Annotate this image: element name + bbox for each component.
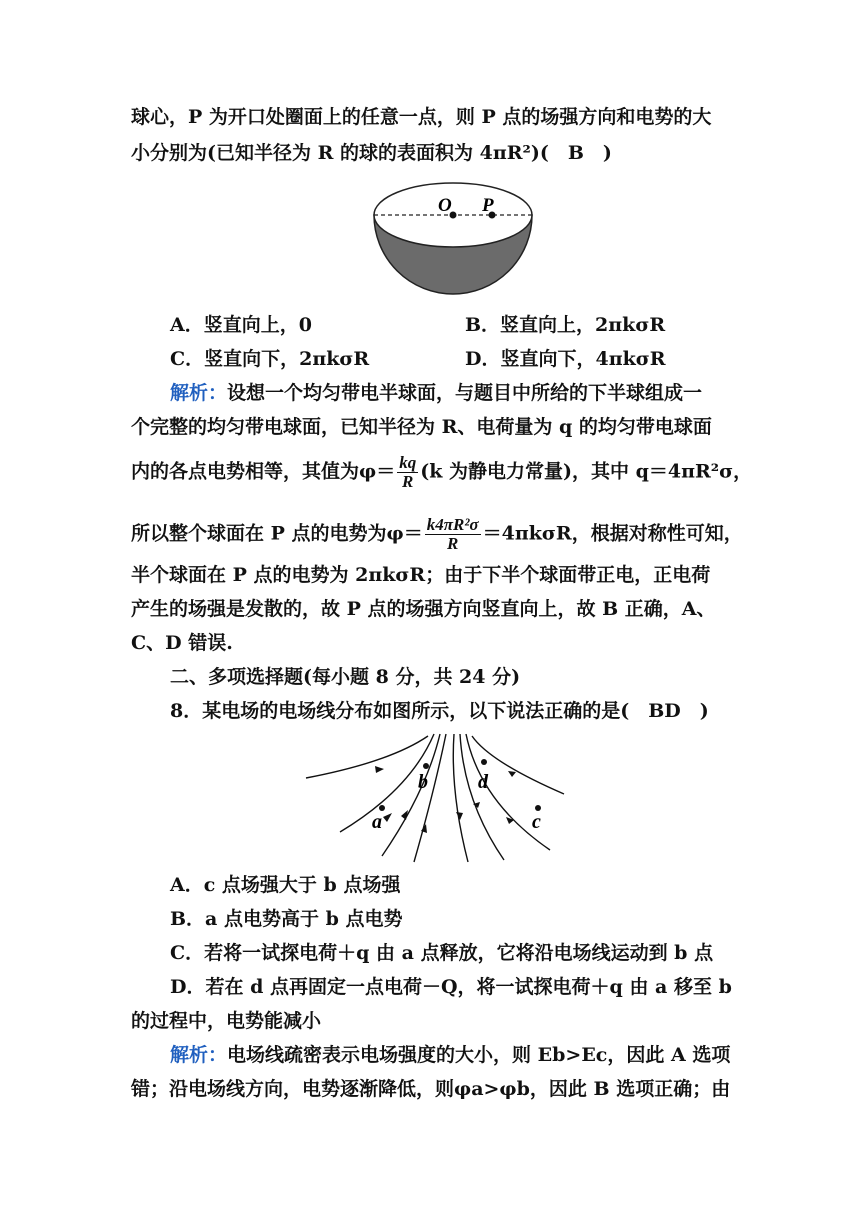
q8-explanation-label: 解析： [170, 1044, 228, 1066]
field-lines-figure [300, 732, 570, 864]
fraction-potential: $\frac{\text{k4πR²σ}}{R}$ [426, 515, 479, 553]
field-line-1 [306, 736, 428, 778]
q7-stem-line1: 球心，P 为开口处圈面上的任意一点，则 P 点的场强方向和电势的大 [131, 106, 712, 128]
q7-explanation-line4: 所以整个球面在 P 点的电势为φ＝ $\frac{\text{k4πR²σ}}{R}$ ＝4πkσR，根据对称性可知， [131, 515, 743, 553]
q7-explanation-line2: 个完整的均匀带电球面，已知半径为 R、电荷量为 q 的均匀带电球面 [131, 416, 712, 438]
arrow-1 [375, 766, 384, 773]
point-b [423, 763, 429, 769]
q8-option-d-line1: D．若在 d 点再固定一点电荷－Q，将一试探电荷＋q 由 a 移至 b [170, 976, 732, 998]
q8-explanation-line2: 错；沿电场线方向，电势逐渐降低，则φa>φb，因此 B 选项正确；由 [131, 1078, 731, 1100]
q8-stem: 8．某电场的电场线分布如图所示，以下说法正确的是( BD ) [170, 700, 709, 722]
arrow-7 [506, 817, 514, 824]
label-O: O [438, 195, 452, 216]
label-a: a [372, 811, 382, 833]
q8-option-b: B．a 点电势高于 b 点电势 [170, 908, 403, 930]
section-heading: 二、多项选择题(每小题 8 分，共 24 分) [170, 666, 521, 688]
q7-explanation-line3: 内的各点电势相等，其值为φ＝ $\frac{kq}{R}$ (k 为静电力常量)，其中 q＝4πR²σ， [131, 453, 753, 491]
arrow-5 [456, 812, 463, 820]
field-line-6 [460, 734, 504, 860]
q7-explanation-line7: C、D 错误. [131, 632, 233, 654]
q7-option-d: D．竖直向下，4πkσR [465, 348, 666, 370]
q8-option-d-line2: 的过程中，电势能减小 [131, 1010, 322, 1032]
label-d: d [478, 771, 488, 793]
fraction-kq-over-r: $\frac{kq}{R}$ [399, 453, 417, 491]
q8-option-c: C．若将一试探电荷＋q 由 a 点释放，它将沿电场线运动到 b 点 [170, 942, 714, 964]
q7-option-b: B．竖直向上，2πkσR [465, 314, 666, 336]
arrow-8 [508, 771, 516, 777]
arrow-3 [401, 810, 408, 820]
q8-explanation-line1: 解析：电场线疏密表示电场强度的大小，则 Eb>Ec，因此 A 选项 [170, 1044, 731, 1066]
q7-explanation-line1: 解析：设想一个均匀带电半球面，与题目中所给的下半球组成一 [170, 382, 703, 404]
q7-option-c: C．竖直向下，2πkσR [170, 348, 370, 370]
field-line-5 [453, 734, 468, 862]
label-b: b [418, 771, 428, 793]
label-c: c [532, 811, 541, 833]
q7-explanation-line6: 产生的场强是发散的，故 P 点的场强方向竖直向上，故 B 正确，A、 [131, 598, 716, 620]
q8-option-a: A．c 点场强大于 b 点场强 [170, 874, 401, 896]
arrow-2 [383, 813, 392, 822]
q7-explanation-label: 解析： [170, 382, 228, 404]
label-P: P [482, 195, 494, 216]
hemisphere-figure [370, 180, 536, 298]
point-d [481, 759, 487, 765]
q7-explanation-line5: 半个球面在 P 点的电势为 2πkσR；由于下半个球面带正电，正电荷 [131, 564, 711, 586]
field-line-4 [414, 734, 446, 862]
q7-stem-line2: 小分别为(已知半径为 R 的球的表面积为 4πR²)( B ) [131, 142, 612, 164]
q7-option-a: A．竖直向上，0 [170, 314, 312, 336]
